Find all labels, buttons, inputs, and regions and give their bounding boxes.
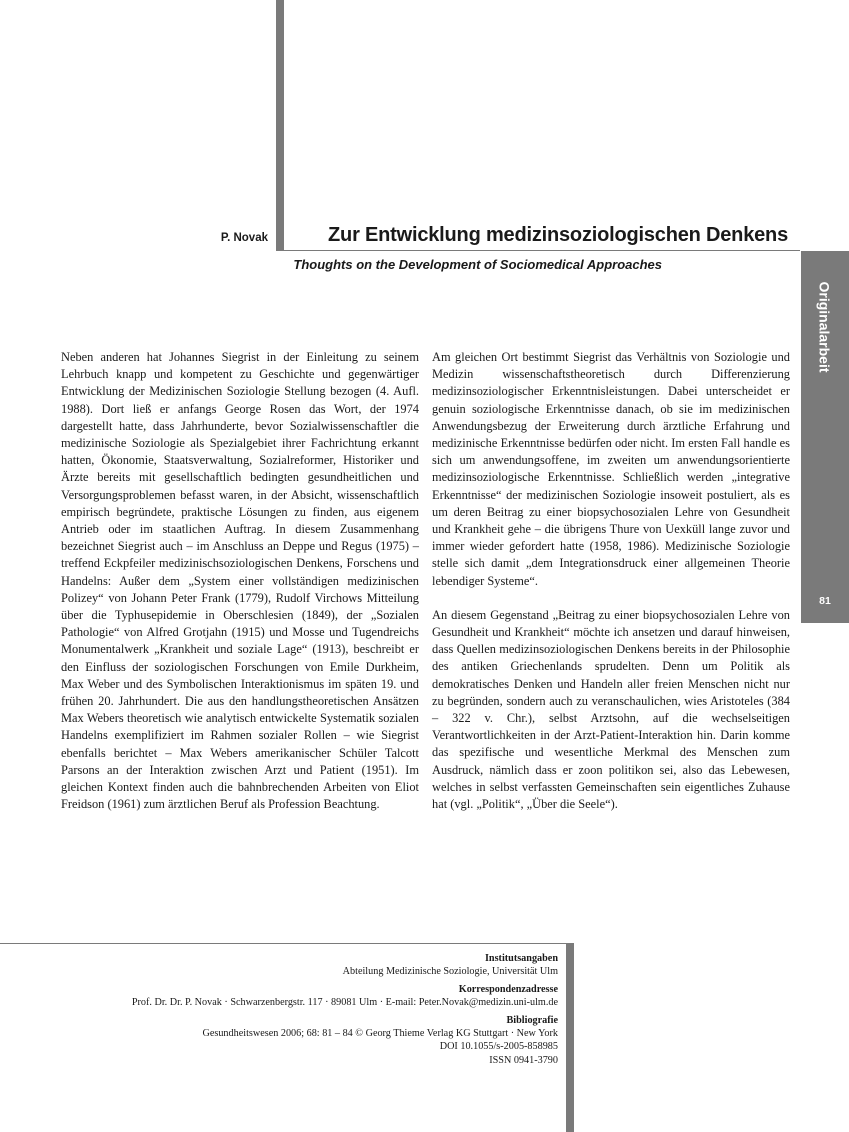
body-paragraph: Neben anderen hat Johannes Siegrist in der Einleitung zu seinem Lehrbuch knapp und kompetent zu Geschichte und gegenwärtiger Entwicklung der Medizinischen Soziologie Stellung bezogen (4. Aufl. 1988). Dort ließ er anfangs George Rosen das Wort, der 1974 dargestellt hatte, dass Jahrhunderte, bevor Sozialwissenschaftler die medizinische Soziologie als Spezialgebiet ihrer Fachrichtung erkannt hatten, Ökonomie, Staatsverwaltung, Sozialreformer, Historiker und Ärzte bereits mit gesellschaftlich bedingten gesundheitlichen und Versorgungsproblemen befasst waren, in der Absicht, wissenschaftlich empirisch begründete, praktische Lösungen zu finden, aus eigenem Antrieb oder im staatlichen Auftrag. In diesem Zusammenhang bezeichnet Siegrist auch – im Anschluss an Deppe und Regus (1975) – treffend Eckpfeiler medizinischsoziologischen Denkens, Forschens und Handelns: Außer dem „System einer vollständigen medizinischen Polizey“ von Johann Peter Frank (1779), Rudolf Virchows Mitteilung über die Typhusepidemie in Oberschlesien (1849), der „Sozialen Pathologie“ von Alfred Grotjahn (1915) und Mosse und Tugendreichs Monumentalwerk „Krankheit und soziale Lage“ (1913), beschreibt er den Einfluss der soziologischen Forschungen von Emile Durkheim, Max Weber und des Symbolischen Interaktionismus im späten 19. und frühen 20. Jahrhundert. Die aus den handlungstheoretischen Ansätzen Max Webers theoretisch wie analytisch entwickelte Systematik sozialen Handelns exemplifiziert im Rahmen sozialer Rollen – wie Siegrist ebenfalls berichtet – Max Webers amerikanischer Schüler Talcott Parsons an der Interaktion zwischen Arzt und Patient (1951). Im gleichen Kontext finden auch die bahnbrechenden Arbeiten von Eliot Freidson (1961) zum ärztlichen Beruf als Profession Beachtung.	[61, 350, 419, 812]
article-footer	[20, 952, 558, 1067]
institution-heading: Institutsangaben	[484, 953, 558, 964]
page-number: 81	[819, 595, 831, 607]
footer-horizontal-rule	[0, 943, 566, 944]
bibliography-heading: Bibliografie	[506, 1014, 558, 1026]
left-column	[61, 349, 419, 813]
article-title: Zur Entwicklung medizinsoziologischen Denkens	[328, 224, 788, 246]
issn-text: ISSN 0941-3790	[489, 1054, 558, 1066]
institution-text: Abteilung Medizinische Soziologie, Universität Ulm	[342, 966, 558, 978]
header-vertical-rule	[276, 0, 284, 251]
body-paragraph: An diesem Gegenstand „Beitrag zu einer biopsychosozialen Lehre von Gesundheit und Krankheit“ möchte ich ansetzen und darauf hinweisen, dass Quellen medizinsoziologischen Denkens bereits in der Philosophie des antiken Griechenlands sprudelten. Denn um Politik als demokratisches Denken und Handeln aller freien Menschen nicht nur zu begründen, sondern auch zu veranschaulichen, wies Aristoteles (384 – 322 v. Chr.), selbst Arztsohn, auf die wechselseitigen Verantwortlichkeiten in der Arzt-Patient-Interaktion hin. Darin komme das spezifische und wesentliche Merkmal des Menschen zum Ausdruck, nämlich dass er zoon politikon sei, also das Lebewesen, welches in selbst verfassten Gemeinschaften sein eigentliches Zuhause hat (vgl. „Politik“, „Über die Seele“).	[432, 607, 790, 812]
section-label: Originalarbeit	[817, 281, 833, 373]
doi-text: DOI 10.1055/s-2005-858985	[439, 1041, 558, 1053]
author-name: P. Novak	[220, 232, 268, 244]
article-subtitle: Thoughts on the Development of Sociomedical Approaches	[293, 257, 662, 272]
body-paragraph: Am gleichen Ort bestimmt Siegrist das Verhältnis von Soziologie und Medizin wissenschaftstheoretisch durch Differenzierung medizinsoziologischer Erkenntnisleistungen. Dabei unterscheidet er genuin soziologische Erkenntnisse danach, ob sie im medizinischen Anwendungsbezug der Erweiterung durch ärztliche Erfahrung und medizinische Erkenntnisse bedürfen oder nicht. Im ersten Fall handle es sich um anwendungsoffene, im zweiten um anwendungsorientierte medizinsoziologische Erkenntnisse. Schließlich werden „integrative Erkenntnisse“ der medizinischen Soziologie insoweit postuliert, als es um deren Beitrag zu einer biopsychosozialen Lehre von Gesundheit und Krankheit gehe – die übrigens Thure von Uexküll lange zuvor und immer wieder gefordert hatte (1958, 1986). Medizinische Soziologie stelle sich damit „dem Integrationsdruck einer allgemeinen Theorie lebendiger Systeme“.	[432, 350, 790, 588]
correspondence-heading: Korrespondenzadresse	[458, 983, 558, 995]
citation-text: Gesundheitswesen 2006; 68: 81 – 84 © Georg Thieme Verlag KG Stuttgart · New York	[202, 1028, 558, 1040]
right-column	[432, 349, 790, 813]
side-tab-label-wrapper	[801, 272, 849, 382]
correspondence-text: Prof. Dr. Dr. P. Novak · Schwarzenbergstr. 117 · 89081 Ulm · E-mail: Peter.Novak@medizin.uni-ulm.de	[131, 997, 558, 1009]
header-horizontal-rule	[276, 250, 800, 251]
footer-vertical-rule	[566, 943, 574, 1132]
